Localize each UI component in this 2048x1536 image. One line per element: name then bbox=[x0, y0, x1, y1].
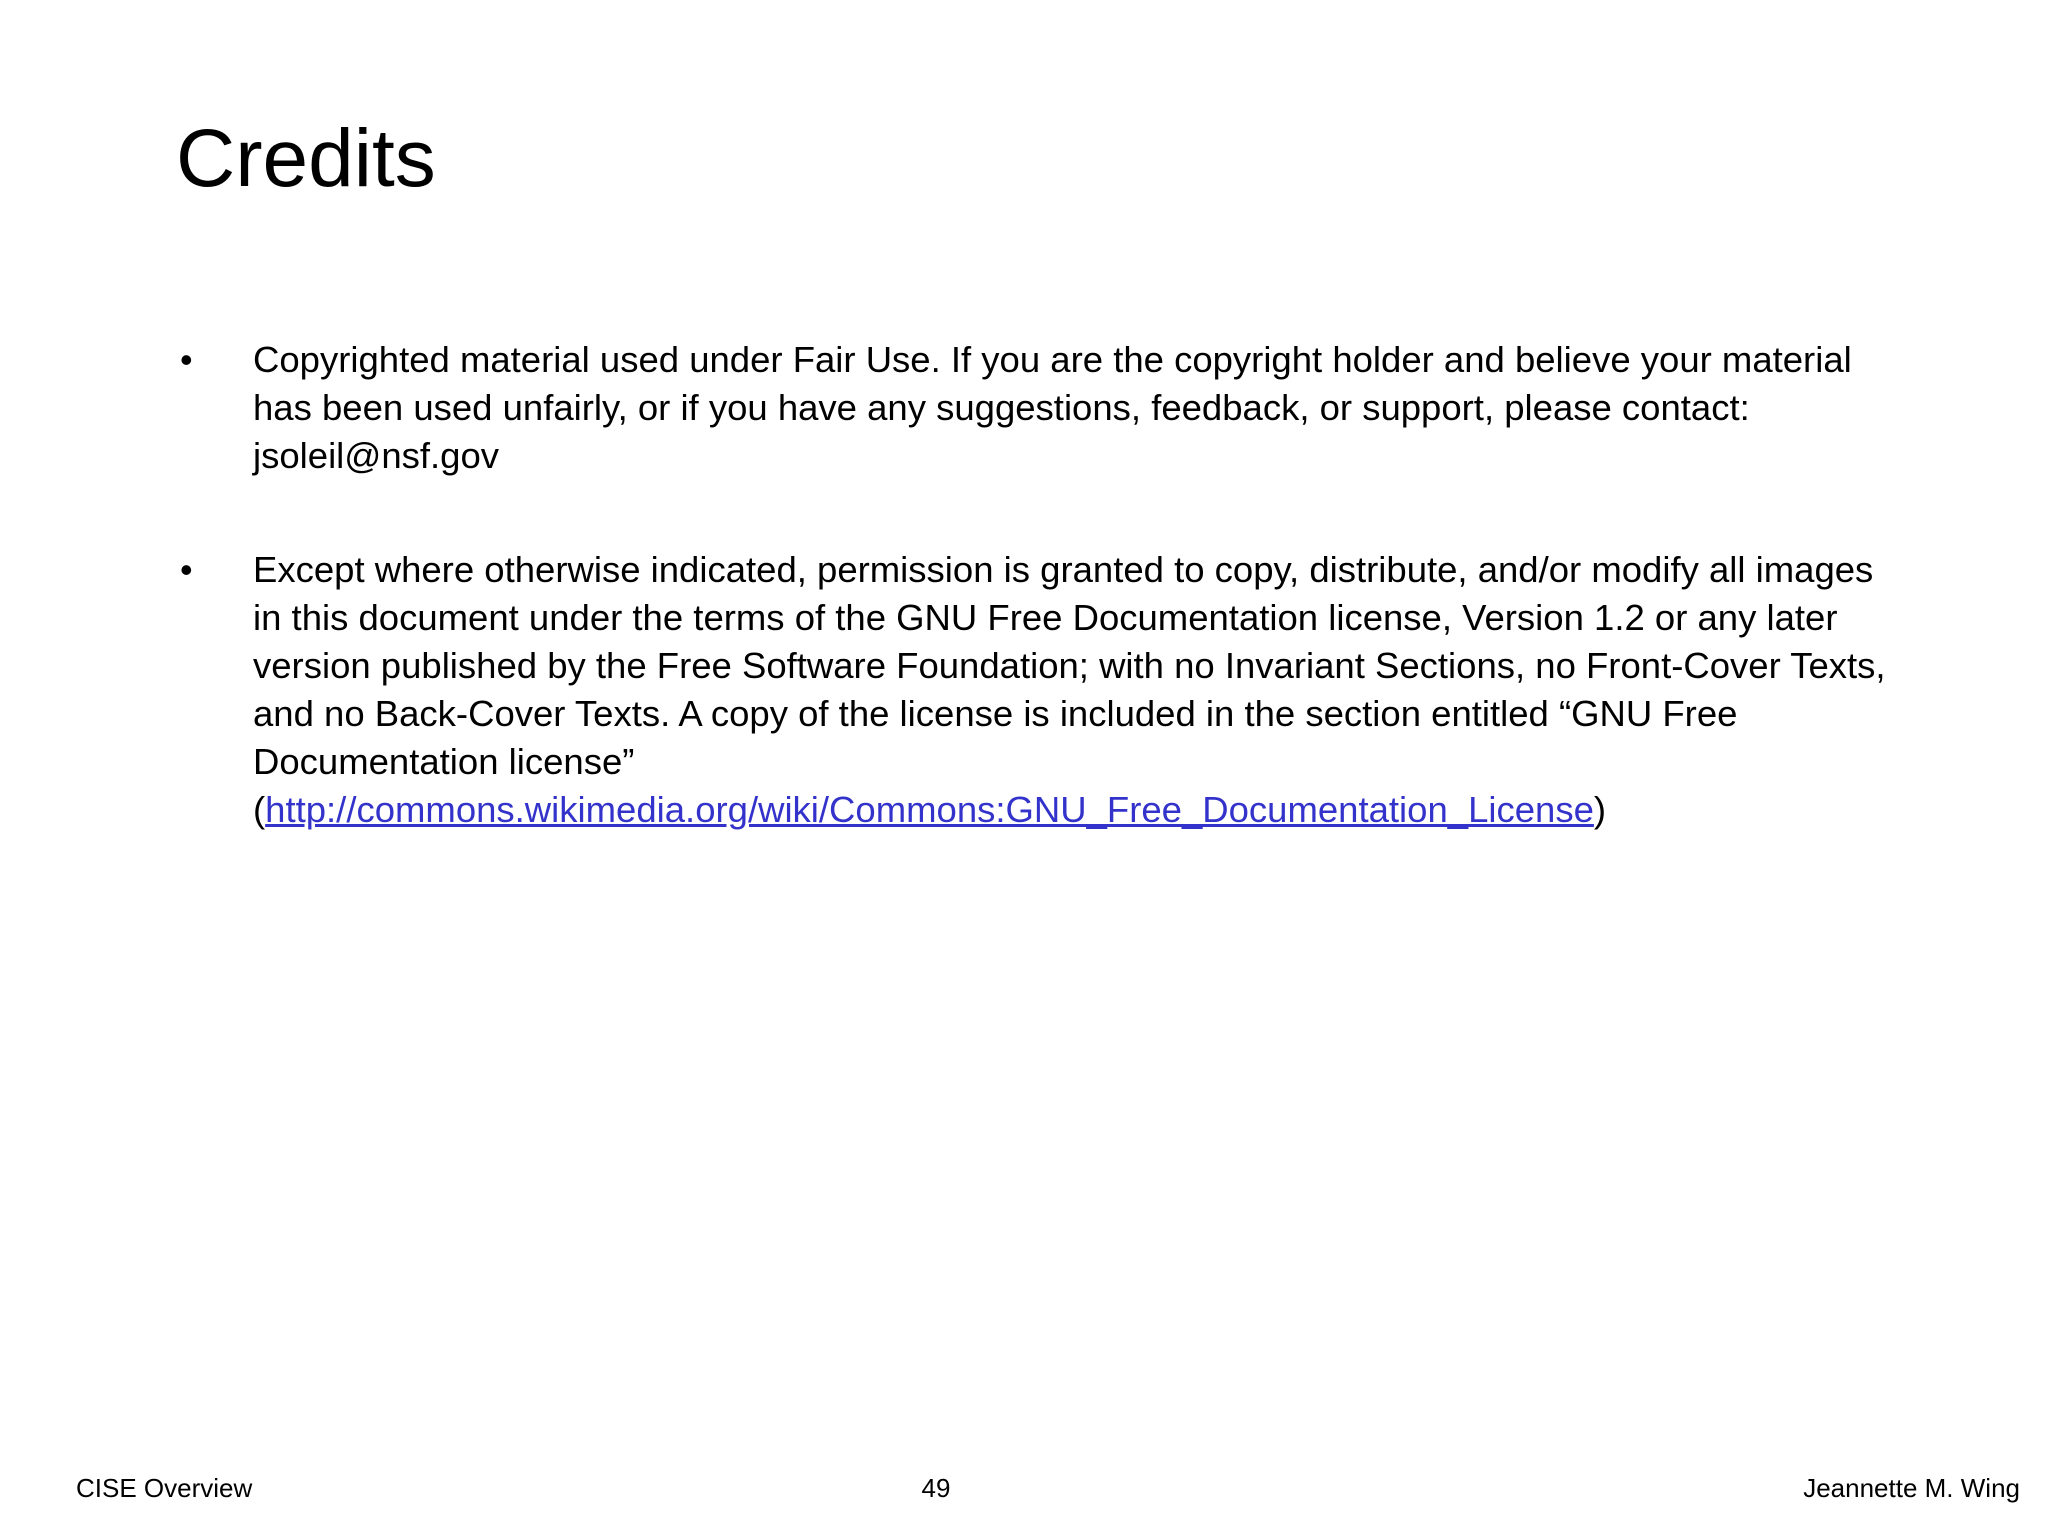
footer-author: Jeannette M. Wing bbox=[1803, 1473, 2020, 1503]
bullet-text-fair-use: Copyrighted material used under Fair Use. If you are the copyright holder and believe your material has been used unfairly, or if you have any suggestions, feedback, or support, please contact: jsoleil@nsf.gov bbox=[253, 339, 1852, 476]
license-link-line bbox=[253, 786, 1896, 834]
link-open-paren: ( bbox=[253, 789, 266, 830]
bullet-marker: • bbox=[180, 339, 193, 380]
list-item bbox=[176, 336, 1896, 480]
bullet-list bbox=[176, 336, 1896, 900]
bullet-text-gnu-license: Except where otherwise indicated, permission is granted to copy, distribute, and/or modify all images in this document under the terms of the GNU Free Documentation license, Version 1.2 or any later version published by the Free Software Foundation; with no Invariant Sections, no Front-Cover Texts, and no Back-Cover Texts. A copy of the license is included in the section entitled “GNU Free Documentation license” bbox=[253, 549, 1886, 782]
link-close-paren: ) bbox=[1593, 789, 1607, 830]
list-item bbox=[176, 546, 1896, 834]
page-number: 49 bbox=[921, 1473, 951, 1503]
footer-left-text: CISE Overview bbox=[76, 1473, 253, 1503]
slide-title: Credits bbox=[176, 113, 436, 204]
bullet-marker: • bbox=[180, 549, 193, 590]
license-link[interactable]: http://commons.wikimedia.org/wiki/Commons:GNU_Free_Documentation_License bbox=[265, 789, 1594, 830]
